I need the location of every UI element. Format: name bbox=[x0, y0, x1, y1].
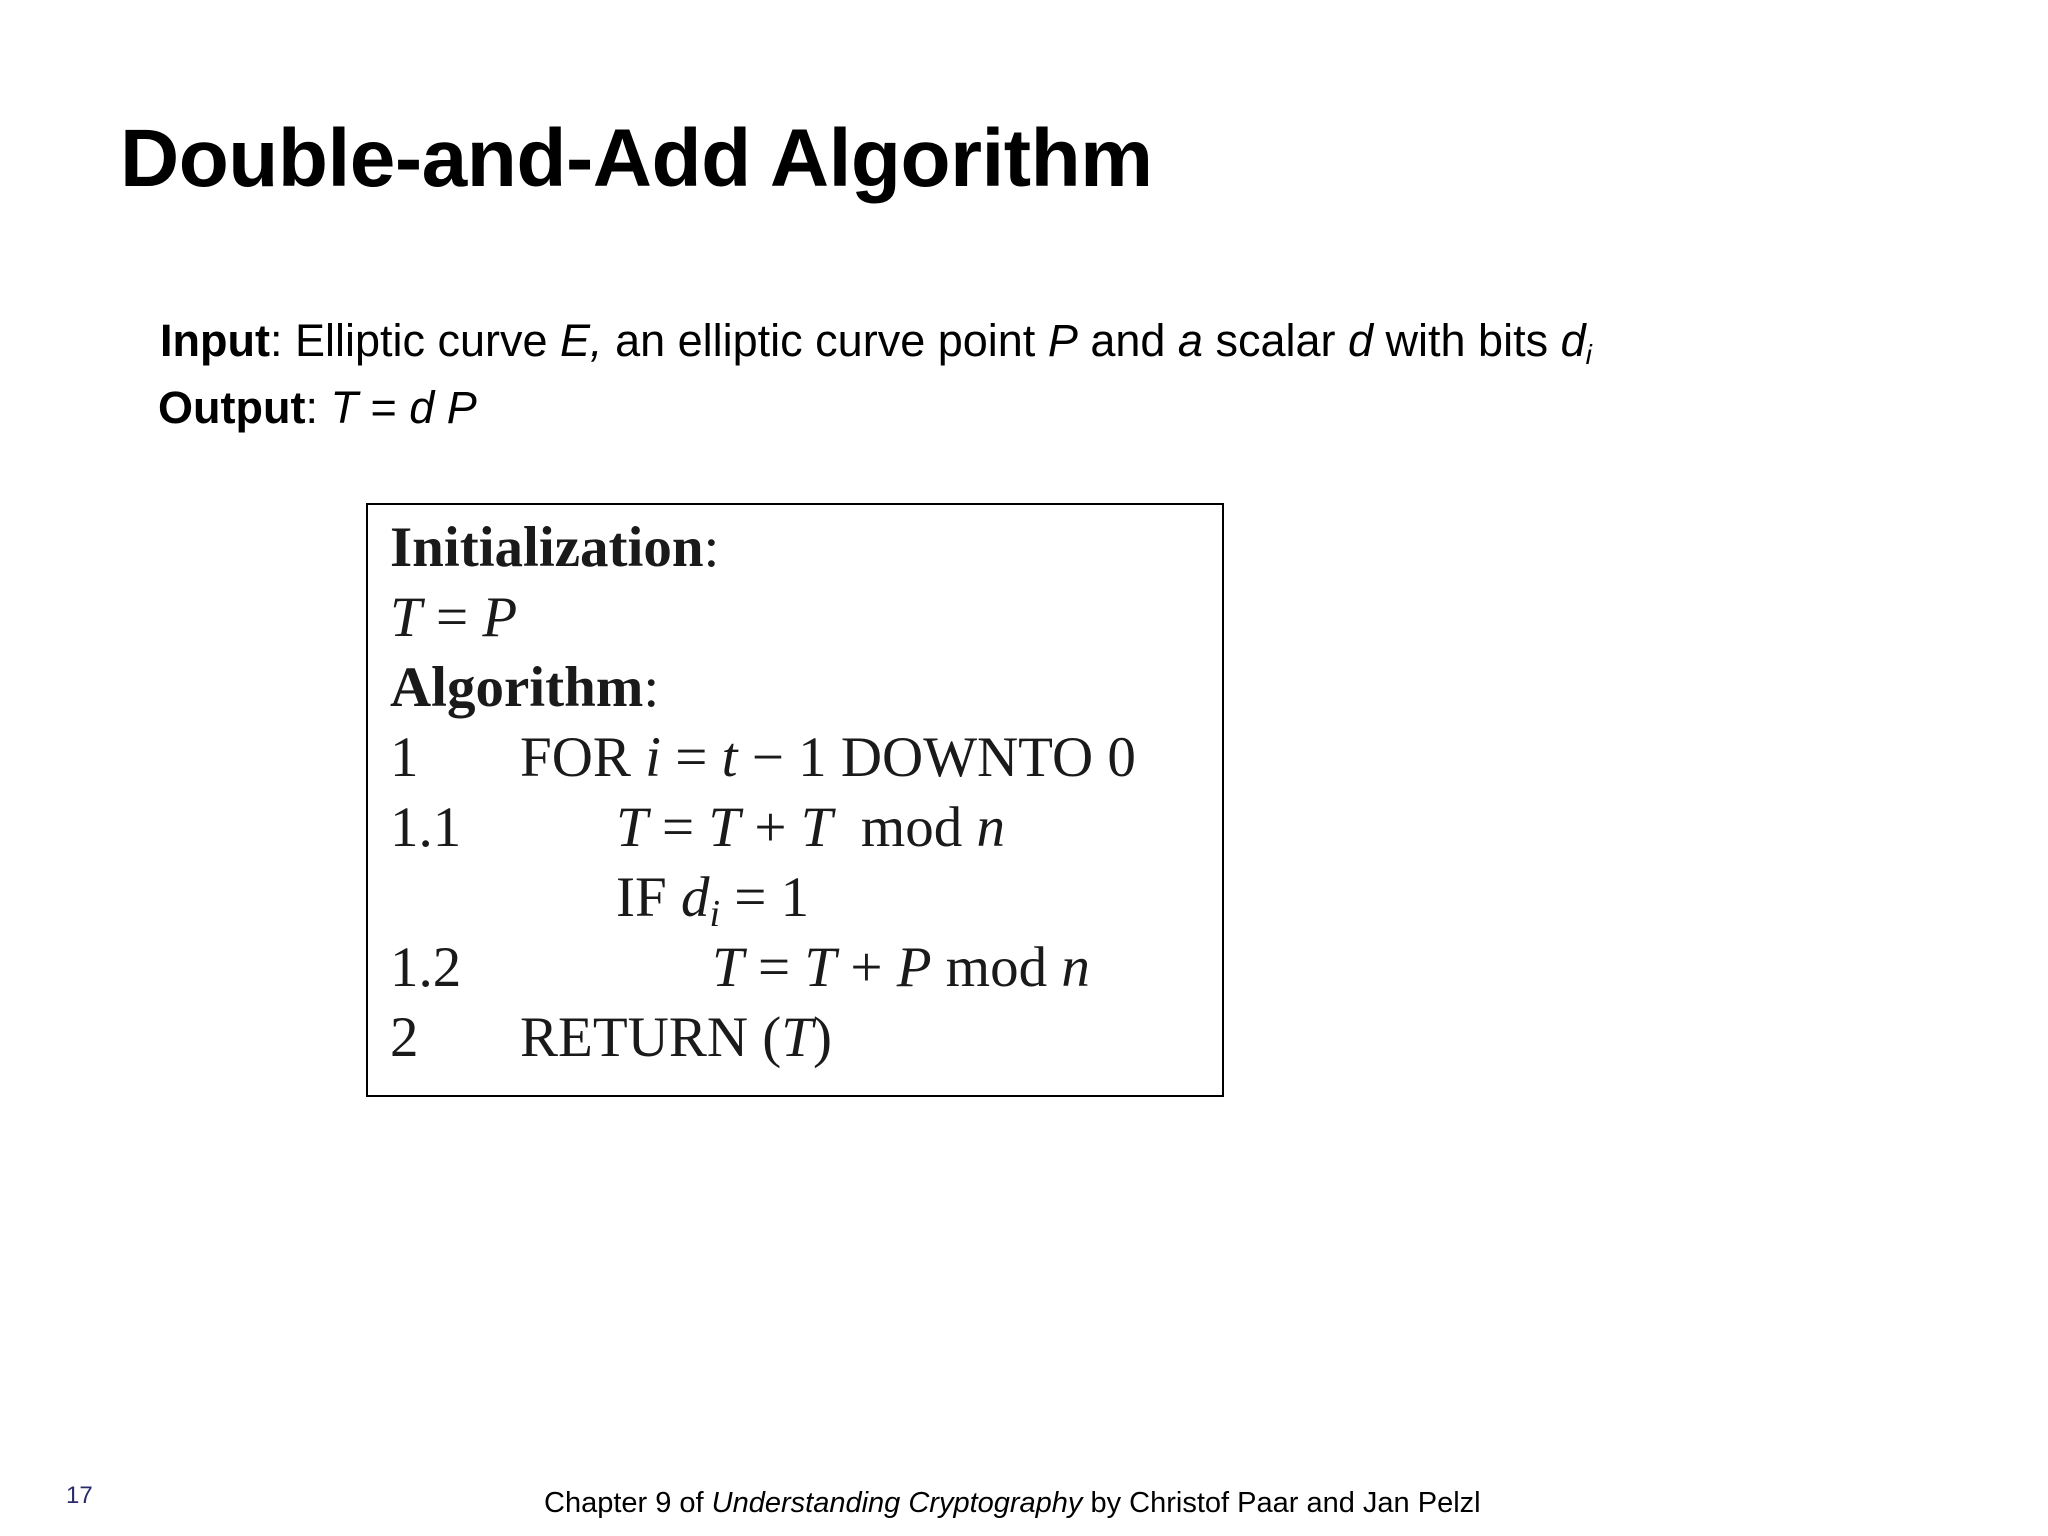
input-text: and bbox=[1077, 315, 1178, 366]
step-statement bbox=[616, 863, 809, 933]
page-number: 17 bbox=[66, 1482, 93, 1509]
equals: = bbox=[660, 726, 722, 789]
input-var-P: P bbox=[1047, 315, 1078, 366]
output-label: Output bbox=[158, 382, 306, 433]
plus: + bbox=[740, 796, 801, 859]
keyword-if: IF bbox=[616, 866, 681, 929]
var-T: T bbox=[804, 936, 837, 999]
var-T: T bbox=[781, 1006, 813, 1069]
var-T: T bbox=[800, 796, 833, 859]
var-P: P bbox=[896, 936, 932, 999]
init-var-T: T bbox=[390, 586, 422, 649]
output-var-d: d bbox=[409, 382, 435, 433]
init-heading: Initialization bbox=[390, 516, 704, 579]
downto-clause: − 1 DOWNTO 0 bbox=[737, 726, 1136, 789]
step-statement bbox=[712, 933, 1090, 1003]
input-text: an elliptic curve point bbox=[602, 315, 1048, 366]
step-number: 1.1 bbox=[390, 796, 462, 859]
init-statement-line bbox=[390, 583, 517, 653]
input-var-d: d bbox=[1348, 315, 1374, 366]
equals: = bbox=[647, 796, 709, 859]
input-text: Elliptic curve bbox=[294, 315, 561, 366]
algo-heading: Algorithm bbox=[390, 656, 644, 719]
step-number: 1.2 bbox=[390, 936, 462, 999]
footer-book-title: Understanding Cryptography bbox=[711, 1487, 1083, 1519]
var-T: T bbox=[616, 796, 648, 859]
step-statement bbox=[520, 723, 1136, 793]
input-var-a: a bbox=[1177, 315, 1203, 366]
step-statement bbox=[616, 793, 1005, 863]
input-text: with bits bbox=[1373, 315, 1561, 366]
footer-prefix: Chapter 9 of bbox=[544, 1487, 712, 1519]
var-d-subscript: i bbox=[709, 893, 720, 935]
equals: = bbox=[743, 936, 805, 999]
init-equals: = bbox=[421, 586, 483, 649]
input-var-di: d bbox=[1560, 315, 1586, 366]
input-var-di-subscript: i bbox=[1585, 339, 1592, 370]
input-separator: : bbox=[269, 315, 295, 366]
output-var-P: P bbox=[446, 382, 477, 433]
step-statement bbox=[520, 1003, 832, 1073]
output-space bbox=[434, 382, 447, 433]
var-n: n bbox=[1061, 936, 1090, 999]
var-n: n bbox=[976, 796, 1006, 859]
algorithm-box bbox=[366, 503, 1224, 1097]
init-var-P: P bbox=[482, 586, 518, 649]
keyword-return: RETURN ( bbox=[520, 1006, 782, 1069]
footer-suffix: by Christof Paar and Jan Pelzl bbox=[1082, 1487, 1481, 1519]
init-heading-line bbox=[390, 513, 719, 583]
input-line bbox=[160, 315, 1592, 370]
var-i: i bbox=[645, 726, 661, 789]
output-separator: : bbox=[305, 382, 331, 433]
algo-heading-line bbox=[390, 653, 659, 723]
algo-heading-colon: : bbox=[643, 656, 660, 719]
close-paren: ) bbox=[812, 1006, 832, 1069]
if-condition-rest: = 1 bbox=[720, 866, 810, 929]
footer-credit bbox=[544, 1487, 1481, 1520]
input-var-E: E, bbox=[560, 315, 603, 366]
init-heading-colon: : bbox=[703, 516, 720, 579]
mod-keyword: mod bbox=[931, 936, 1062, 999]
output-line bbox=[158, 382, 477, 433]
step-number: 1 bbox=[390, 726, 419, 789]
step-number: 2 bbox=[390, 1006, 419, 1069]
var-t: t bbox=[721, 726, 738, 789]
var-T: T bbox=[708, 796, 741, 859]
output-var-T: T bbox=[330, 382, 358, 433]
plus: + bbox=[836, 936, 897, 999]
var-T: T bbox=[712, 936, 744, 999]
keyword-for: FOR bbox=[520, 726, 646, 789]
input-text: scalar bbox=[1202, 315, 1348, 366]
mod-keyword: mod bbox=[832, 796, 977, 859]
output-equals: = bbox=[357, 382, 410, 433]
slide-title: Double-and-Add Algorithm bbox=[120, 113, 1153, 204]
var-d: d bbox=[680, 866, 710, 929]
input-label: Input bbox=[160, 315, 270, 366]
